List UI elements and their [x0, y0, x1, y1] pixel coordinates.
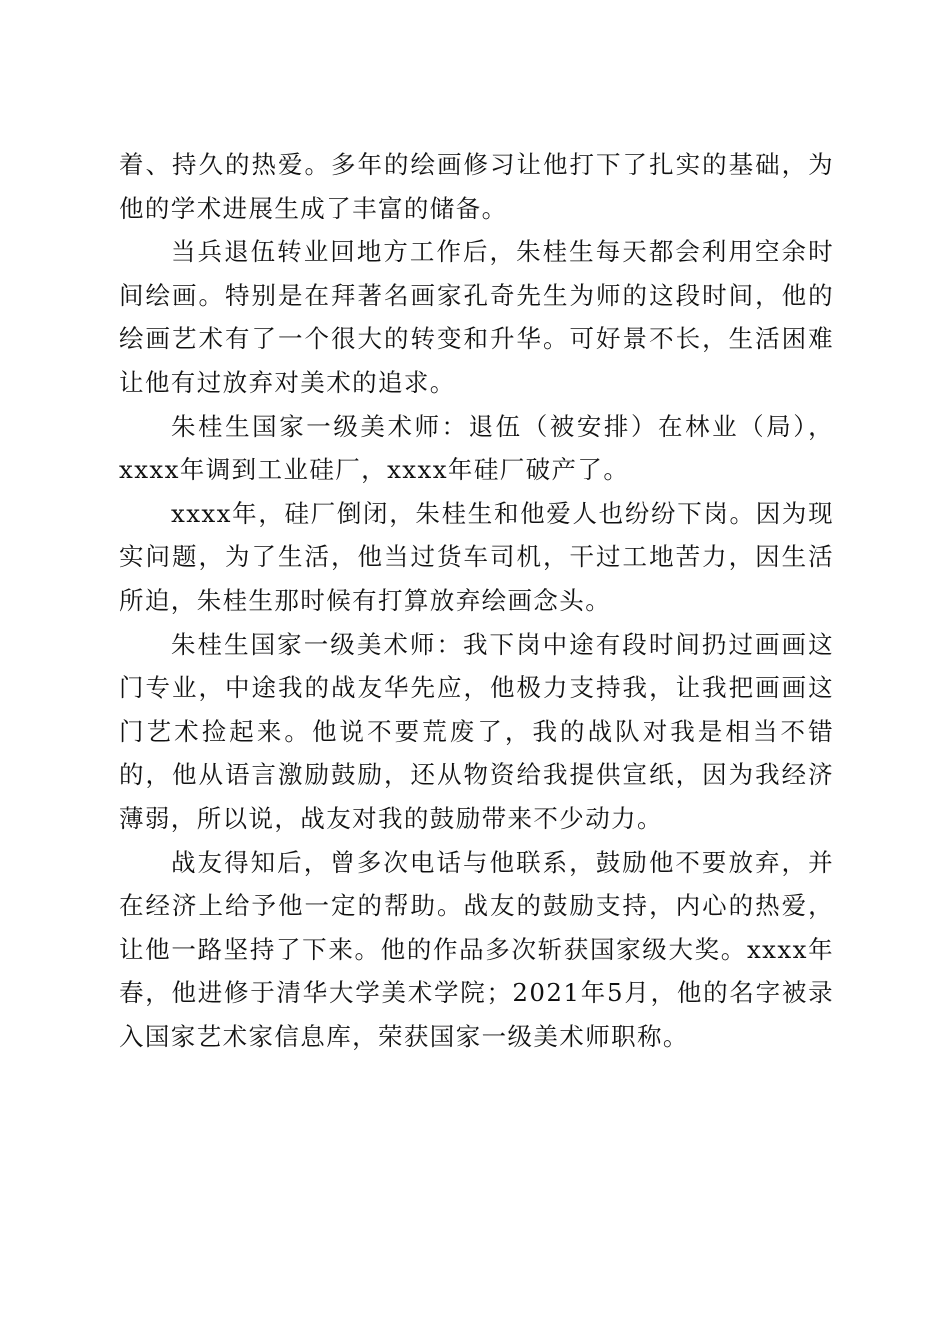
paragraph-quote-comrade: 朱桂生国家一级美术师：我下岗中途有段时间扔过画画这门专业，中途我的战友华先应，他极力支持我，让我把画画这门艺术捡起来。他说不要荒废了，我的战队对我是相当不错的，他从语言激励鼓励，还从物资给我提供宣纸，因为我经济薄弱，所以说，战友对我的鼓励带来不少动力。: [119, 629, 834, 833]
paragraph-continuation: 着、持久的热爱。多年的绘画修习让他打下了扎实的基础，为他的学术进展生成了丰富的储备。: [119, 150, 834, 223]
article-body: [119, 143, 834, 1058]
paragraph-quote-factory: 朱桂生国家一级美术师：退伍（被安排）在林业（局），xxxx年调到工业硅厂，xxxx年硅厂破产了。: [119, 411, 834, 485]
paragraph-career-after-army: 当兵退伍转业回地方工作后，朱桂生每天都会利用空余时间绘画。特别是在拜著名画家孔奇先生为师的这段时间，他的绘画艺术有了一个很大的转变和升华。可好景不长，生活困难让他有过放弃对美术的追求。: [119, 237, 834, 397]
paragraph-achievements: 战友得知后，曾多次电话与他联系，鼓励他不要放弃，并在经济上给予他一定的帮助。战友的鼓励支持，内心的热爱，让他一路坚持了下来。他的作品多次斩获国家级大奖。xxxx年春，他进修于清华大学美术学院；2021年5月，他的名字被录入国家艺术家信息库，荣获国家一级美术师职称。: [119, 847, 834, 1051]
paragraph-layoff: xxxx年，硅厂倒闭，朱桂生和他爱人也纷纷下岗。因为现实问题，为了生活，他当过货车司机，干过工地苦力，因生活所迫，朱桂生那时候有打算放弃绘画念头。: [119, 498, 834, 615]
